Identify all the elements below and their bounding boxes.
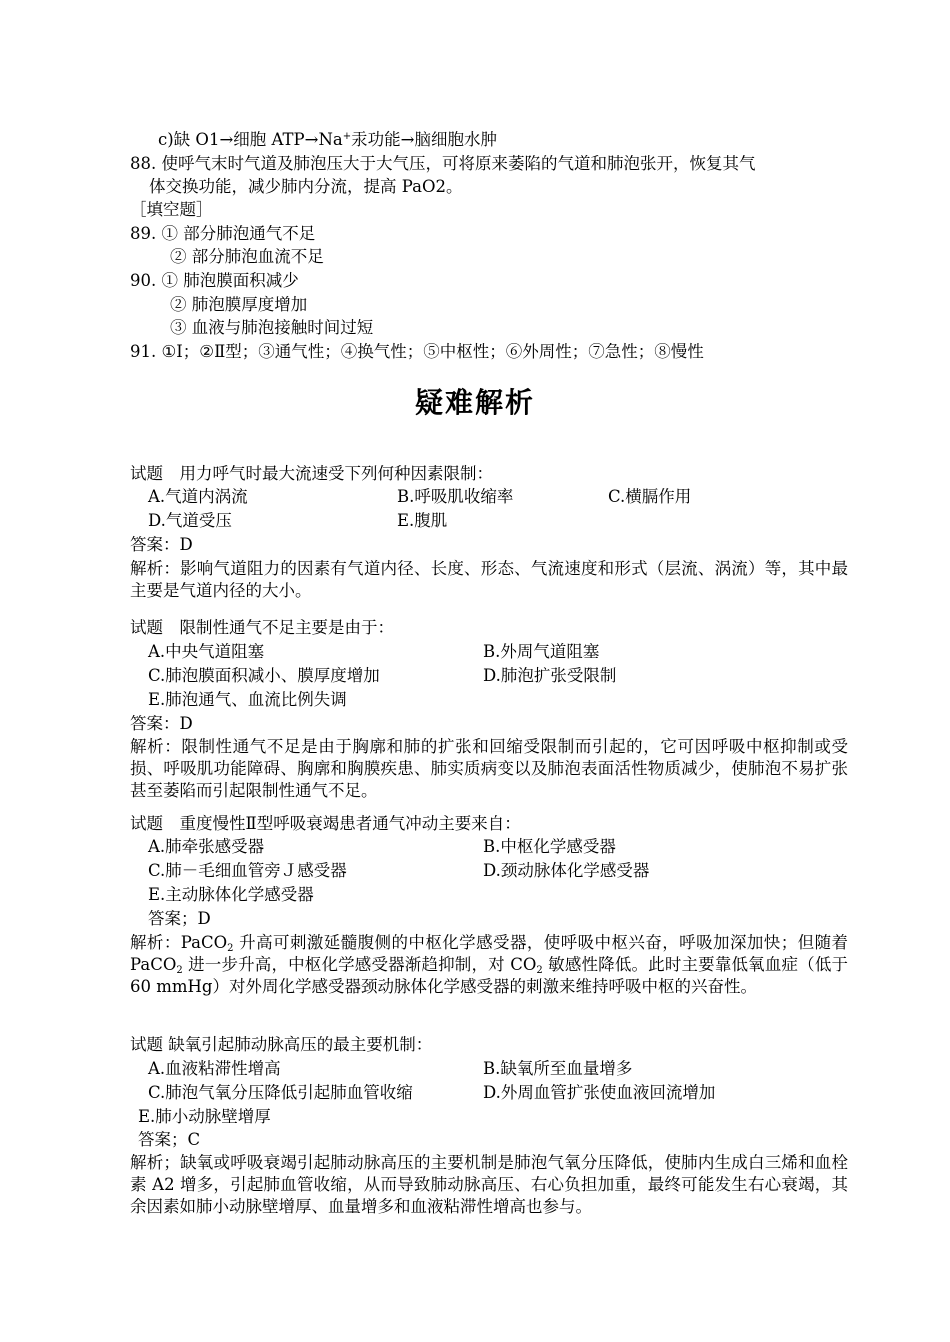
explanation-text: 敏感性降低。此时主要靠低氧血症（低于 60 mmHg）对外周化学感受器颈动脉体化学感受器的刺激来维持呼吸中枢的兴奋性。 [130,955,848,996]
option-d: D.颈动脉体化学感受器 [483,861,650,880]
option-e: E.肺小动脉壁增厚 [138,1107,271,1126]
answer-90-3: ③ 血液与肺泡接触时间过短 [170,318,374,337]
answer-89-1: 89. ① 部分肺泡通气不足 [130,224,316,243]
answer-90-1: 90. ① 肺泡膜面积减少 [130,271,299,290]
answer-line-c [158,129,497,151]
question-stem: 试题 限制性通气不足主要是由于： [130,618,394,637]
option-b: B.外周气道阻塞 [483,642,600,661]
question-stem: 试题 用力呼气时最大流速受下列何种因素限制： [130,464,493,483]
section-title: 疑难解析 [414,386,535,419]
answer: 答案；D [148,909,211,928]
answer-line-c-text-2: 汞功能→脑细胞水肿 [351,130,497,149]
option-a: A.肺牵张感受器 [148,837,265,856]
option-c: C.横膈作用 [608,487,692,506]
option-b: B.中枢化学感受器 [483,837,616,856]
answer-91: 91. ①Ⅰ；②Ⅱ型；③通气性；④换气性；⑤中枢性；⑥外周性；⑦急性；⑧慢性 [130,342,704,361]
explanation-text: 升高可刺激延髓腹侧的中枢化学感受器，使呼吸中枢兴奋，呼吸加深加快；但随着 PaCO [130,933,848,974]
explanation-text: 解析：PaCO [130,933,228,952]
superscript-plus: + [342,131,352,142]
option-e: E.腹肌 [397,511,448,530]
explanation [130,932,848,998]
explanation: 解析：影响气道阻力的因素有气道内径、长度、形态、气流速度和形式（层流、涡流）等，其中最主要是气道内径的大小。 [130,559,848,600]
subscript-2: 2 [176,965,183,976]
answer-line-c-text: c)缺 O1→细胞 ATP→Na [158,130,343,149]
answer: 答案：D [130,714,193,733]
subscript-2: 2 [227,943,234,954]
option-b: B.缺氧所至血量增多 [483,1059,633,1078]
option-c: C.肺泡气氧分压降低引起肺血管收缩 [148,1083,413,1102]
explanation-text: 进一步升高，中枢化学感受器渐趋抑制，对 CO [182,955,537,974]
answer-90-2: ② 肺泡膜厚度增加 [170,295,308,314]
option-c: C.肺泡膜面积减小、膜厚度增加 [148,666,380,685]
option-e: E.主动脉体化学感受器 [148,885,314,904]
option-c: C.肺－毛细血管旁Ｊ感受器 [148,861,347,880]
question-stem: 试题 重度慢性Ⅱ型呼吸衰竭患者通气冲动主要来自： [130,814,521,833]
option-a: A.血液粘滞性增高 [148,1059,281,1078]
option-a: A.气道内涡流 [148,487,248,506]
question-stem: 试题 缺氧引起肺动脉高压的最主要机制： [130,1035,433,1054]
fill-blank-header: ［填空题］ [130,200,213,219]
answer-89-2: ② 部分肺泡血流不足 [170,247,324,266]
subscript-2: 2 [536,965,543,976]
explanation: 解析：限制性通气不足是由于胸廓和肺的扩张和回缩受限制而引起的，它可因呼吸中枢抑制或受损、呼吸肌功能障碍、胸廓和胸膜疾患、肺实质病变以及肺泡表面活性物质减少，使肺泡不易扩张甚至萎陷而引起限制性通气不足。 [130,737,848,800]
explanation: 解析；缺氧或呼吸衰竭引起肺动脉高压的主要机制是肺泡气氧分压降低，使肺内生成白三烯和血栓素 A2 增多，引起肺血管收缩，从而导致肺动脉高压、右心负担加重，最终可能发生右心衰竭，其余因素如肺小动脉壁增厚、血量增多和血液粘滞性增高也参与。 [130,1153,848,1216]
option-d: D.外周血管扩张使血液回流增加 [483,1083,716,1102]
option-e: E.肺泡通气、血流比例失调 [148,690,347,709]
option-a: A.中央气道阻塞 [148,642,265,661]
answer-88-line-1: 88. 使呼气末时气道及肺泡压大于大气压，可将原来萎陷的气道和肺泡张开，恢复其气 [130,154,756,173]
option-d: D.肺泡扩张受限制 [483,666,617,685]
answer-88-line-2: 体交换功能，减少肺内分流，提高 PaO2。 [149,177,463,196]
option-b: B.呼吸肌收缩率 [397,487,514,506]
option-d: D.气道受压 [148,511,232,530]
answer: 答案：D [130,535,193,554]
answer: 答案；C [138,1130,201,1149]
